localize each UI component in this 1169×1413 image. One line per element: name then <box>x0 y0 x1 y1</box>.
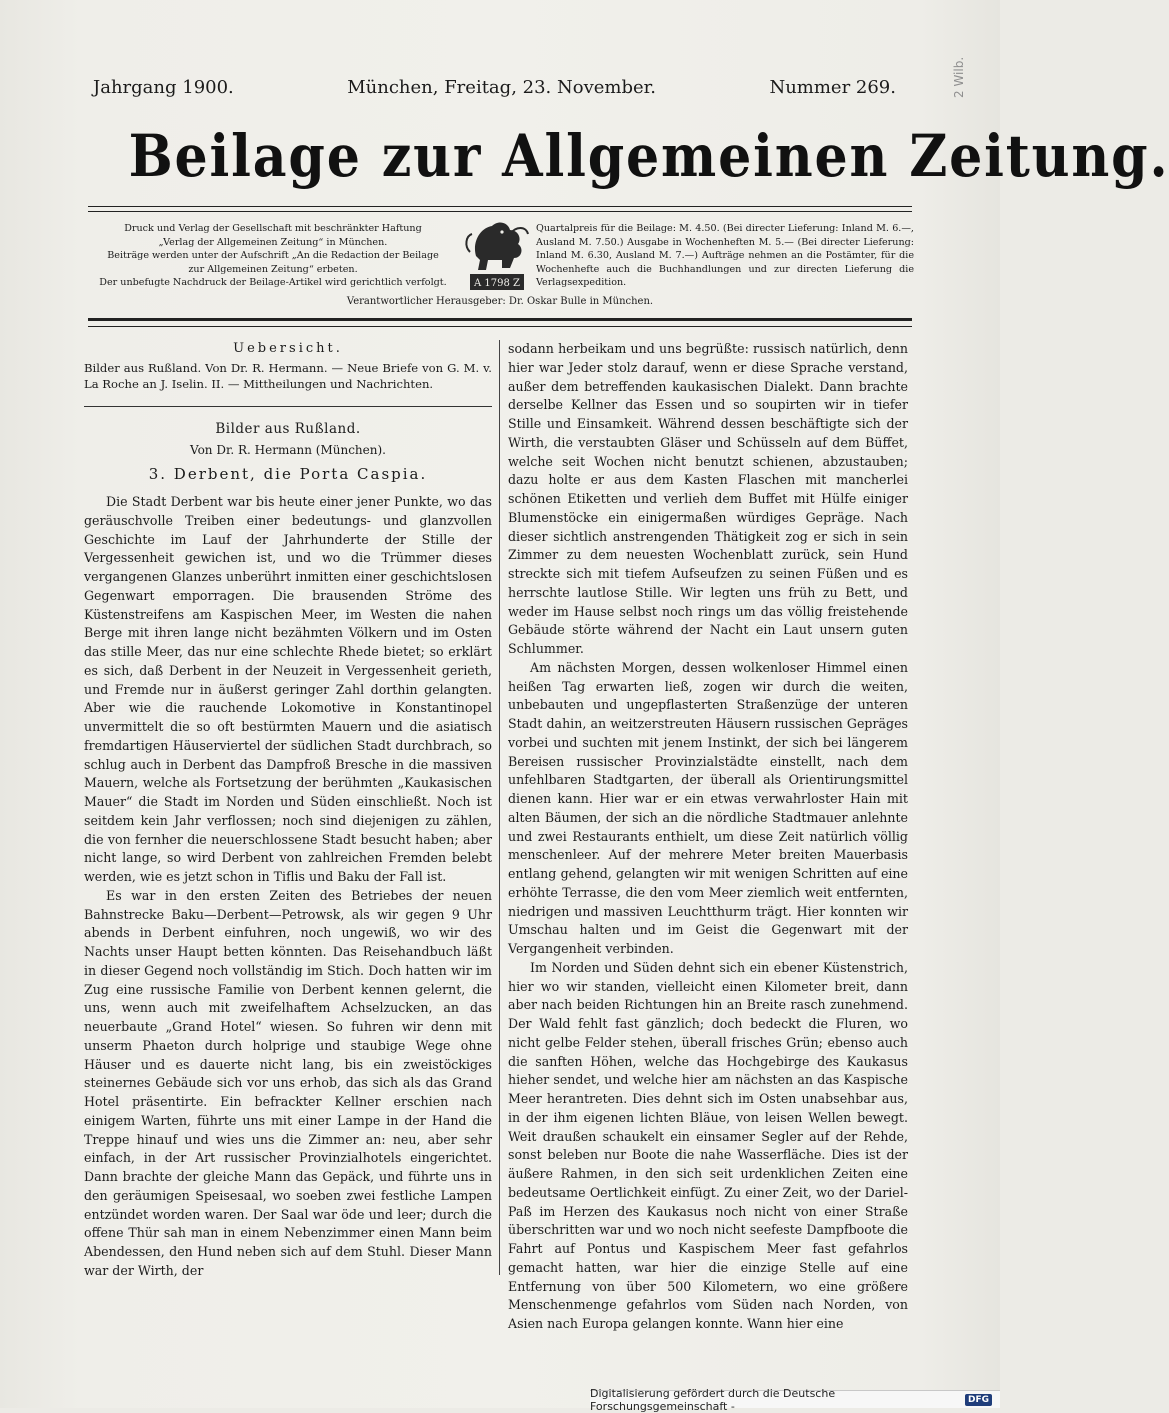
overview-body: Bilder aus Rußland. Von Dr. R. Hermann. — Neue Briefe von G. M. v. La Roche an J. Iselin. II. — Mittheilungen und Nachrichten. <box>84 361 492 391</box>
article-author: Von Dr. R. Hermann (München). <box>190 443 386 457</box>
imprint-left <box>88 222 458 302</box>
article-section-heading: 3. Derbent, die Porta Caspia. <box>148 465 428 483</box>
imprint-line: Der unbefugte Nachdruck der Beilage-Artikel wird gerichtlich verfolgt. <box>99 277 447 288</box>
overview-heading: Uebersicht. <box>233 341 343 356</box>
masthead-title: Beilage zur Allgemeinen Zeitung. <box>128 122 1169 190</box>
date-label: München, Freitag, 23. November. <box>347 76 656 98</box>
column-divider <box>499 340 500 1275</box>
issue-number: Nummer 269. <box>769 76 896 98</box>
digitization-credit <box>590 1386 1000 1413</box>
lion-emblem-icon <box>462 212 532 294</box>
emblem-letters: A 1798 Z <box>474 278 520 289</box>
year-label: Jahrgang 1900. <box>93 76 234 98</box>
left-column <box>84 340 492 1278</box>
article-paragraph: Es war in den ersten Zeiten des Betriebes der neuen Bahnstrecke Baku—Derbent—Petrowsk, als wir gegen 9 Uhr abends in Derbent einfuhren, noch ungewiß, wo wir des Nachts unser Haupt betten könnten. Das Reisehandbuch läßt in dieser Gegend noch vollständig im Stich. Doch hatten wir im Zug eine russische Familie von Derbent kennen gelernt, die uns, wenn auch mit zweifelhaftem Achselzucken, an das neuerbaute „Grand Hotel“ wiesen. So fuhren wir denn mit unserm Phaeton durch holprige und staubige Wege ohne Häuser und es dauerte nicht lang, bis ein zweistöckiges steinernes Gebäude sich vor uns erhob, das sich als das Grand Hotel präsentirte. Ein befrackter Kellner erschien nach einigem Warten, führte uns mit einer Lampe in der Hand die Treppe hinauf und wies uns die Zimmer an: neu, aber sehr einfach, in der Art russischer Provinzialhotels eingerichtet. Dann brachte der gleiche Mann das Gepäck, und führte uns in den geräumigen Speisesaal, wo soeben zwei festliche Lampen entzündet worden waren. Der Saal war öde und leer; durch die offene Thür sah man in einem Nebenzimmer einen Mann beim Abendessen, den Hund neben sich auf dem Stuhl. Dieser Mann war der Wirth, der <box>84 887 492 1278</box>
editor-line: Verantwortlicher Herausgeber: Dr. Oskar Bulle in München. <box>346 296 654 307</box>
article-paragraph: sodann herbeikam und uns begrüßte: russisch natürlich, denn hier war Jeder stolz darauf, wenn er diese Sprache verstand, außer dem betreffenden kaukasischen Dialekt. Dann brachte derselbe Kellner das Essen und so soupirten wir in tiefer Stille und Einsamkeit. Während dessen beschäftigte sich der Wirth, die verstaubten Gläser und Schüsseln auf dem Büffet, welche seit Wochen nicht benutzt schienen, abzustauben; dazu holte er aus dem Kasten Flaschen mit mancherlei schönen Etiketten und verlieh dem Buffet mit Hülfe einiger Blumenstöcke ein einigermaßen würdiges Gepräge. Nach dieser sichtlich anstrengenden Thätigkeit zog er sich in sein Zimmer zu dem neuesten Wochenblatt zurück, sein Hund streckte sich mit tiefem Aufseufzen zu seinen Füßen und es herrschte lautlose Stille. Wir legten uns früh zu Bett, und weder im Hause selbst noch rings um das völlig freistehende Gebäude störte während der Nacht ein Laut unsern guten Schlummer. <box>508 341 908 656</box>
credit-text: Digitalisierung gefördert durch die Deutsche Forschungsgemeinschaft - <box>590 1386 836 1413</box>
article-title: Bilder aus Rußland. <box>215 421 361 437</box>
article-paragraph: Im Norden und Süden dehnt sich ein ebener Küstenstrich, hier wo wir standen, vielleicht einen Kilometer breit, dann aber nach beiden Richtungen hin an Breite rasch zunehmend. Der Wald fehlt fast gänzlich; doch bedeckt die Fluren, wo nicht gelbe Felder stehen, überall frisches Grün; ebenso auch die sanften Höhen, welche das Hochgebirge des Kaukasus hieher sendet, und welche hier am nächsten an das Kaspische Meer herantreten. Dies dehnt sich im Osten unabsehbar aus, in der ihm eigenen lichten Bläue, von leisen Wellen bewegt. Weit draußen schaukelt ein einsamer Segler auf der Rehde, sonst beleben nur Boote die nahe Wasserfläche. Dies ist der äußere Rahmen, in den sich seit urdenklichen Zeiten eine bedeutsame Oertlichkeit einfügt. Zu einer Zeit, wo der Dariel-Paß im Herzen des Kaukasus noch nicht von einer Straße überschritten war und wo noch nicht seefeste Dampfboote die Fahrt auf Pontus und Kaspischem Meer fast gefahrlos gemacht hatten, war hier die einzige Stelle auf eine Entfernung von über 500 Kilometern, wo eine größere Menschenmenge gefahrlos vom Süden nach Norden, von Asien nach Europa gelangen konnte. Wann hier eine <box>508 959 908 1331</box>
dateline <box>93 72 896 102</box>
dfg-logo-icon: DFG <box>965 1394 992 1406</box>
imprint-line: zur Allgemeinen Zeitung“ erbeten. <box>188 263 358 275</box>
article-paragraph: Die Stadt Derbent war bis heute einer jener Punkte, wo das geräuschvolle Treiben einer bedeutungs- und glanzvollen Geschichte im Lauf der Jahrhunderte der Stille der Vergessenheit gewichen ist, und wo die Trümmer dieses vergangenen Glanzes unberührt inmitten einer geschichtslosen Gegenwart emporragen. Die brausenden Ströme des Küstenstreifens am Kaspischen Meer, im Westen die nahen Berge mit ihren lange nicht bezähmten Völkern und im Osten das stille Meer, das nur eine schlechte Rhede bietet; so erklärt es sich, daß Derbent in der Neuzeit in Vergessenheit gerieth, und Fremde nur in äußerst geringer Zahl dorthin gelangten. Aber wie die rauchende Lokomotive in Konstantinopel unvermittelt die so oft bestürmten Mauern und die asiatisch fremdartigen Häuserviertel der südlichen Stadt durchbrach, so schlug auch in Derbent das Dampfroß Bresche in die massiven Mauern, welche als Fortsetzung der berühmten „Kaukasischen Mauer“ die Stadt im Norden und Süden einschließt. Noch ist seitdem kein Jahr verflossen; noch sind diejenigen zu zählen, die von fernher die neuerschlossene Stadt besucht haben; aber nicht lange, so wird Derbent von zahlreichen Fremden belebt werden, wie es jetzt schon in Tiflis und Baku der Fall ist. <box>84 494 492 884</box>
imprint-line: „Verlag der Allgemeinen Zeitung“ in München. <box>158 236 388 248</box>
article-paragraph: Am nächsten Morgen, dessen wolkenloser Himmel einen heißen Tag erwarten ließ, zogen wir durch die weiten, unbebauten und ungepflasterten Straßenzüge der unteren Stadt dahin, an weitzerstreuten Häusern russischen Gepräges vorbei und suchten mit jenem Instinkt, der sich bei längerem Bereisen russischer Provinzialstädte einstellt, nach dem unfehlbaren Stadtgarten, der überall als Orientirungsmittel dienen kann. Hier war er ein etwas verwahrloster Hain mit alten Bäumen, der sich an die nördliche Stadtmauer anlehnte und zwei Restaurants enthielt, um diese Zeit natürlich völlig menschenleer. Auf der mehrere Meter breiten Mauerbasis entlang gehend, gelangten wir mit wenigen Schritten auf eine erhöhte Terrasse, die den vom Meer ziemlich weit entfernten, niedrigen und massiven Leuchtthurm trägt. Hier konnten wir Umschau halten und im Geist die Gegenwart mit der Vergangenheit verbinden. <box>508 659 908 956</box>
right-column <box>508 340 908 1331</box>
header-rule-top <box>88 206 912 207</box>
overview-separator <box>84 406 492 407</box>
imprint-line: Druck und Verlag der Gesellschaft mit beschränkter Haftung <box>124 223 422 234</box>
header-rule-bottom <box>88 318 912 327</box>
imprint-line: Beiträge werden unter der Aufschrift „An die Redaction der Beilage <box>107 250 439 261</box>
margin-note: 2 Wilb. <box>952 56 966 98</box>
subscription-info: Quartalpreis für die Beilage: M. 4.50. (Bei directer Lieferung: Inland M. 6.—, Ausland M. 7.50.) Ausgabe in Wochenheften M. 5.— (Bei directer Lieferung: Inland M. 6.30, Ausland M. 7.—) Aufträge nehmen an die Postämter, für die Wochenhefte auch die Buchhandlungen und zur directen Lieferung die Verlagsexpedition. <box>536 223 914 288</box>
